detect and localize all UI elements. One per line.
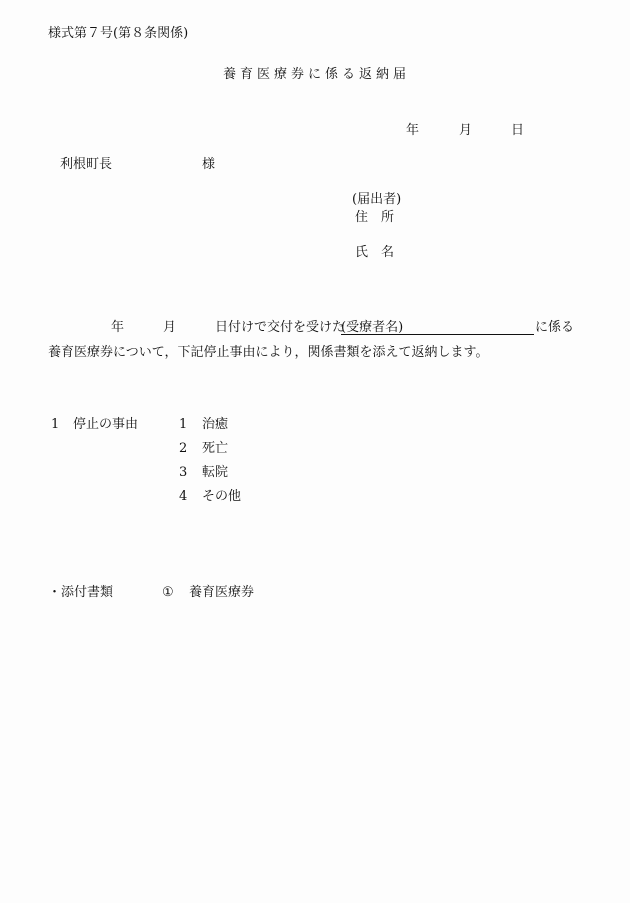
date-year: 年	[406, 123, 420, 138]
addressee-name: 利根町長	[60, 157, 113, 172]
reason-option-text: 転院	[202, 465, 229, 480]
recipient-field	[341, 321, 534, 335]
body-line1-end: に係る	[535, 320, 575, 335]
body-month: 月	[163, 320, 177, 335]
applicant-label: (届出者)	[352, 192, 402, 207]
date-day: 日	[511, 123, 525, 138]
address-label: 住 所	[355, 210, 395, 225]
form-title: 養育医療券に係る返納届	[223, 67, 411, 82]
form-number: 様式第７号(第８条関係)	[48, 26, 189, 41]
reason-option-text: その他	[202, 489, 242, 504]
recipient-label: (受療者名)	[341, 320, 404, 335]
reason-option-text: 死亡	[202, 441, 229, 456]
addressee-honorific: 様	[202, 157, 216, 172]
body-line1-mid: 日付けで交付を受けた	[215, 320, 346, 335]
body-line2: 養育医療券について，下記停止事由により，関係書類を添えて返納します。	[48, 345, 489, 360]
reason-label: 停止の事由	[73, 417, 139, 432]
recipient-underline	[341, 321, 534, 335]
reason-option-text: 治癒	[202, 417, 229, 432]
reason-option-num: 4	[179, 489, 188, 504]
reason-number: 1	[51, 417, 60, 432]
reason-option-num: 2	[179, 441, 188, 456]
reason-option-num: 3	[179, 465, 188, 480]
name-label: 氏 名	[355, 245, 395, 260]
date-month: 月	[459, 123, 473, 138]
attachment-item: 養育医療券	[189, 585, 255, 600]
reason-option-num: 1	[179, 417, 188, 432]
attachment-num: ①	[162, 585, 174, 600]
attachment-label: ・添付書類	[48, 585, 114, 600]
body-year: 年	[111, 320, 125, 335]
